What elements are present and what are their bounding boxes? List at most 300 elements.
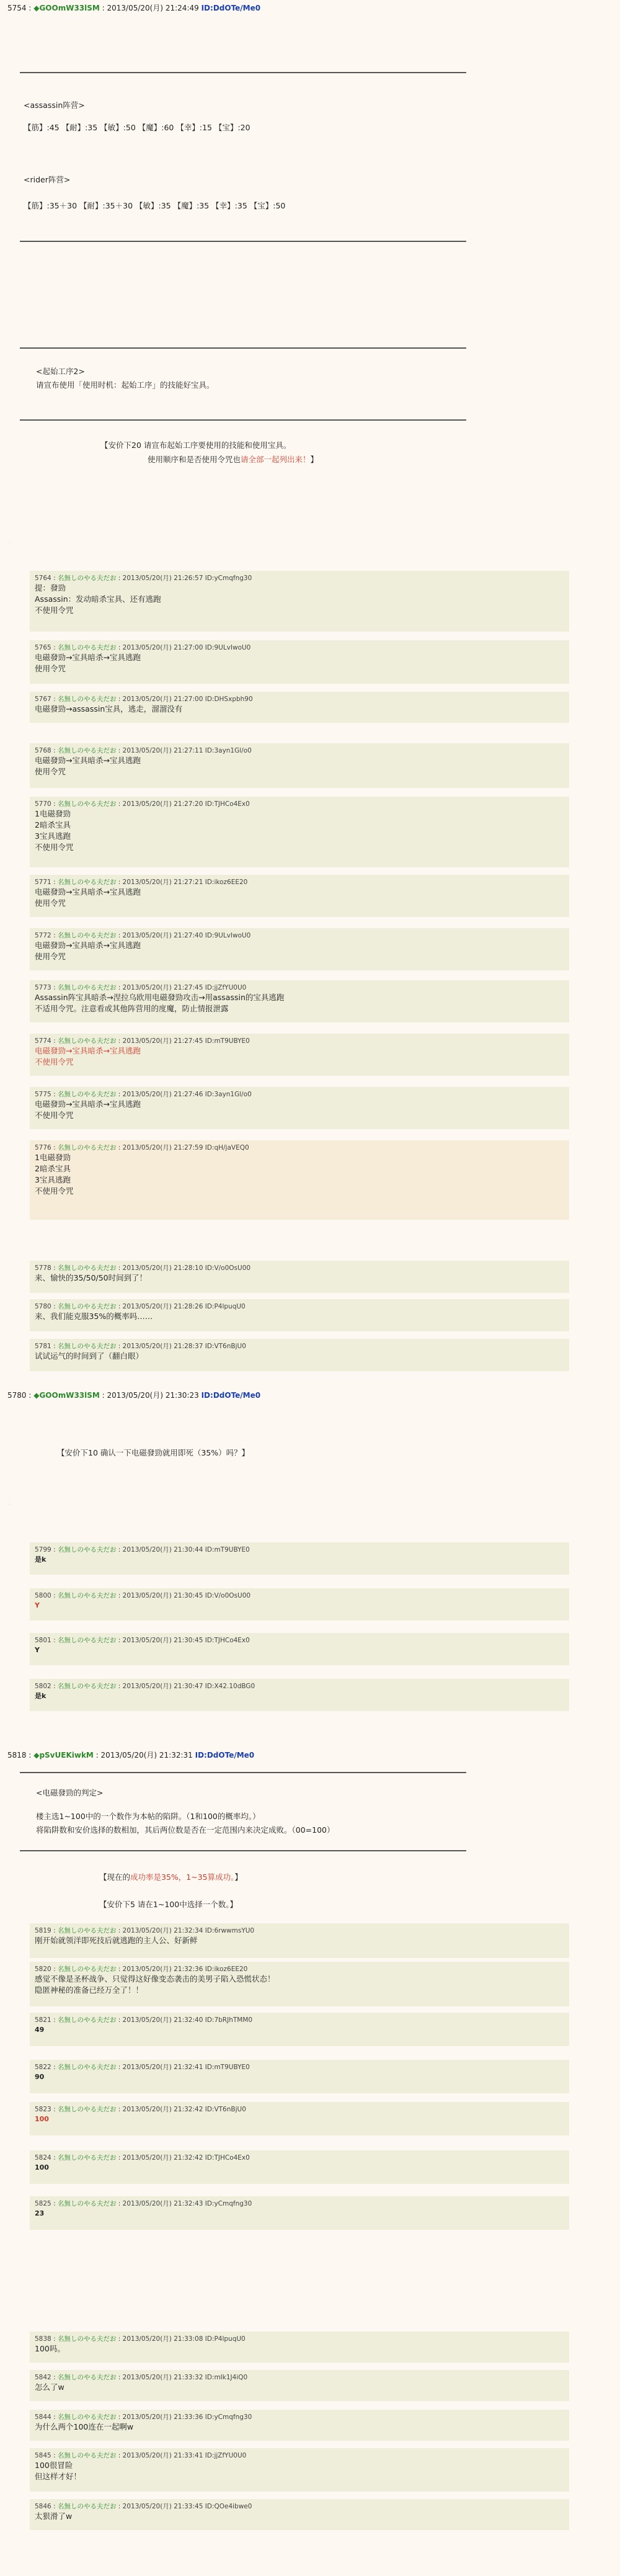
text-fragment: 90 xyxy=(35,2073,45,2081)
text-fragment: ID:3ayn1Gl/o0 xyxy=(205,1091,252,1098)
text-fragment: 成功率是35%，1~35算成功。 xyxy=(130,1872,235,1882)
text-fragment: 不使用令咒 xyxy=(35,1186,74,1196)
reply xyxy=(30,2060,569,2093)
reply-body xyxy=(35,2460,81,2482)
text-fragment: 3宝具逃跑 xyxy=(35,1175,71,1184)
reply-header: 5773 : 名無しのやる夫だお : 2013/05/20(月) 21:27:45 ID:jjZfYU0U0 xyxy=(35,984,247,991)
reply-body xyxy=(35,992,284,1014)
text-fragment: ID:7bRJhTMM0 xyxy=(205,2016,253,2024)
text-fragment: ID:jjZfYU0U0 xyxy=(205,984,247,991)
text-fragment: 2013/05/20(月) 21:27:59 xyxy=(122,1144,203,1152)
text-fragment: 名無しのやる夫だお xyxy=(57,1037,117,1045)
reply xyxy=(30,1633,569,1665)
text-fragment: ID:6rwwmsYU0 xyxy=(205,1927,255,1934)
reply-body xyxy=(35,1152,74,1197)
post-id: ID:DdOTe/Me0 xyxy=(201,1391,261,1400)
text-fragment: 使用顺序和是否使用令咒也 xyxy=(148,455,241,464)
post-number: 5818 xyxy=(7,1751,27,1760)
reply-body xyxy=(35,1272,147,1284)
reply xyxy=(30,980,569,1022)
text-fragment: 名無しのやる夫だお xyxy=(57,2374,117,2381)
confirm-vote: 【安价下10 确认一下电磁發勁就用即死（35%）吗？】 xyxy=(57,1448,250,1457)
text-fragment: 电磁發勁→宝具暗杀→宝具逃跑 xyxy=(35,756,141,765)
text-fragment: 名無しのやる夫だお xyxy=(57,1091,117,1098)
text-fragment: 不使用令咒 xyxy=(35,843,74,852)
judge-title: <电磁發勁的判定> xyxy=(36,1788,104,1797)
text-fragment: ID:mIk1J4iQ0 xyxy=(205,2374,248,2381)
text-fragment: 2013/05/20(月) 21:27:21 xyxy=(122,879,203,886)
reply-body xyxy=(35,808,74,853)
text-fragment: 使用令咒 xyxy=(35,664,66,673)
text-fragment: 1电磁發勁 xyxy=(35,809,71,818)
text-fragment: 名無しのやる夫だお xyxy=(57,1927,117,1934)
text-fragment: 5767 xyxy=(35,695,51,703)
text-fragment: 100 xyxy=(35,2163,49,2171)
judge-rule-1: 楼主选1~100中的一个数作为本帖的陷阱。（1和100的概率均。） xyxy=(36,1812,260,1821)
text-fragment: 5771 xyxy=(35,879,51,886)
post-id: ID:DdOTe/Me0 xyxy=(201,4,261,12)
vote-instruction-2 xyxy=(148,454,318,465)
text-fragment: ID:3ayn1Gl/o0 xyxy=(205,747,252,754)
vote-instruction: 【安价下20 请宣布起始工序要使用的技能和使用宝具。 xyxy=(100,441,291,450)
text-fragment: ID:DHSxpbh90 xyxy=(205,695,253,703)
reply-header: 5820 : 名無しのやる夫だお : 2013/05/20(月) 21:32:36 ID:ikoz6EE20 xyxy=(35,1966,248,1973)
text-fragment: 5776 xyxy=(35,1144,51,1152)
reply-header: 5799 : 名無しのやる夫だお : 2013/05/20(月) 21:30:44 ID:mT9UBYE0 xyxy=(35,1546,250,1554)
text-fragment: 太狠滑了w xyxy=(35,2511,73,2521)
reply-header: 5775 : 名無しのやる夫だお : 2013/05/20(月) 21:27:46 ID:3ayn1Gl/o0 xyxy=(35,1091,252,1098)
text-fragment: 电磁發勁→宝具暗杀→宝具逃跑 xyxy=(35,653,141,662)
text-fragment: 2013/05/20(月) 21:33:36 xyxy=(122,2413,203,2421)
judge-rule-2: 将陷阱数和安价选择的数相加，其后两位数是否在一定范围内来决定成败。（00=100） xyxy=(36,1825,335,1835)
divider xyxy=(20,1772,466,1773)
text-fragment: 2013/05/20(月) 21:27:00 xyxy=(122,695,203,703)
text-fragment: 来、愉快的35/50/50时间到了！ xyxy=(35,1273,148,1282)
post-id: ID:DdOTe/Me0 xyxy=(195,1751,255,1760)
text-fragment: 2暗杀宝具 xyxy=(35,820,71,830)
reply xyxy=(30,571,569,632)
text-fragment: 2013/05/20(月) 21:33:08 xyxy=(122,2335,203,2343)
text-fragment: 5845 xyxy=(35,2452,51,2459)
text-fragment: 2013/05/20(月) 21:28:26 xyxy=(122,1303,203,1310)
reply xyxy=(30,1261,569,1293)
text-fragment: 感觉不像是圣杯战争、只觉得这好像变态袭击的美男子陷入恐慌状态！ xyxy=(35,1974,275,1983)
text-fragment: 2013/05/20(月) 21:32:41 xyxy=(122,2064,203,2071)
reply xyxy=(30,875,569,917)
text-fragment: 但这样才好！ xyxy=(35,2472,82,2481)
reply-header: 5823 : 名無しのやる夫だお : 2013/05/20(月) 21:32:42 ID:VT6nBjU0 xyxy=(35,2106,246,2113)
text-fragment: 名無しのやる夫だお xyxy=(57,747,117,754)
reply-body xyxy=(35,2162,49,2173)
reply-header: 5765 : 名無しのやる夫だお : 2013/05/20(月) 21:27:00 ID:9ULvIwoU0 xyxy=(35,644,251,651)
assassin-title: <assassin阵营> xyxy=(24,101,85,110)
post-date: 2013/05/20(月) 21:30:23 xyxy=(107,1391,199,1400)
text-fragment: 5778 xyxy=(35,1264,51,1272)
reply-header: 5780 : 名無しのやる夫だお : 2013/05/20(月) 21:28:26 ID:P4lpuqU0 xyxy=(35,1303,246,1310)
text-fragment: 名無しのやる夫だお xyxy=(57,2106,117,2113)
text-fragment: 名無しのやる夫だお xyxy=(57,2413,117,2421)
text-fragment: 5799 xyxy=(35,1546,51,1554)
reply-header: 5781 : 名無しのやる夫だお : 2013/05/20(月) 21:28:37 ID:VT6nBjU0 xyxy=(35,1343,246,1350)
poster-trip: ◆GOOmW33lSM xyxy=(33,1391,100,1400)
text-fragment: ID:mT9UBYE0 xyxy=(205,1546,250,1554)
reply-body xyxy=(35,1311,153,1322)
text-fragment: 不使用令咒 xyxy=(35,1111,74,1120)
reply xyxy=(30,1679,569,1711)
text-fragment: Assassin：发动暗杀宝具、还有逃跑 xyxy=(35,594,161,604)
text-fragment: ID:9ULvIwoU0 xyxy=(205,932,251,939)
text-fragment: 49 xyxy=(35,2026,45,2034)
text-fragment: 是k xyxy=(35,1555,46,1563)
reply-body xyxy=(35,704,182,715)
text-fragment: 5765 xyxy=(35,644,51,651)
text-fragment: ID:yCmqfng30 xyxy=(205,575,252,582)
text-fragment: 2013/05/20(月) 21:33:45 xyxy=(122,2503,203,2510)
text-fragment: 电磁發勁→宝具暗杀→宝具逃跑 xyxy=(35,1046,141,1055)
text-fragment: 5822 xyxy=(35,2064,51,2071)
reply xyxy=(30,2013,569,2046)
text-fragment: 电磁發勁→宝具暗杀→宝具逃跑 xyxy=(35,941,141,950)
text-fragment: 5824 xyxy=(35,2154,51,2162)
text-fragment: 名無しのやる夫だお xyxy=(57,2335,117,2343)
reply xyxy=(30,1542,569,1575)
post-date: 2013/05/20(月) 21:32:31 xyxy=(100,1751,193,1760)
text-fragment: 5820 xyxy=(35,1966,51,1973)
text-fragment: 不适用令咒。注意看或其他阵营用的度魔，防止情报泄露 xyxy=(35,1004,229,1013)
text-fragment: ID:ikoz6EE20 xyxy=(205,1966,248,1973)
text-fragment: 5838 xyxy=(35,2335,51,2343)
reply-header: 5825 : 名無しのやる夫だお : 2013/05/20(月) 21:32:43 ID:yCmqfng30 xyxy=(35,2200,252,2207)
text-fragment: Assassin阵宝具暗杀→涅拉乌欧用电磁發勁攻击→用assassin的宝具逃跑 xyxy=(35,993,285,1002)
text-fragment: ID:jjZfYU0U0 xyxy=(205,2452,247,2459)
reply-body xyxy=(35,1645,40,1656)
reply-header: 5774 : 名無しのやる夫だお : 2013/05/20(月) 21:27:45 ID:mT9UBYE0 xyxy=(35,1037,250,1045)
text-fragment: 5842 xyxy=(35,2374,51,2381)
text-fragment: 名無しのやる夫だお xyxy=(57,575,117,582)
text-fragment: 2暗杀宝具 xyxy=(35,1164,71,1173)
text-fragment: 名無しのやる夫だお xyxy=(57,1264,117,1272)
text-fragment: 2013/05/20(月) 21:27:45 xyxy=(122,984,203,991)
reply xyxy=(30,797,569,867)
text-fragment: 2013/05/20(月) 21:27:11 xyxy=(122,747,203,754)
text-fragment: ID:yCmqfng30 xyxy=(205,2413,252,2421)
text-fragment: 使用令咒 xyxy=(35,952,66,961)
reply-body xyxy=(35,887,141,909)
text-fragment: ID:V/o0OsU00 xyxy=(205,1264,251,1272)
post-header: 5818 : ◆pSvUEKiwkM : 2013/05/20(月) 21:32:31 ID:DdOTe/Me0 xyxy=(7,1751,255,1760)
reply xyxy=(30,1034,569,1076)
text-fragment: 100 xyxy=(35,2115,49,2123)
text-fragment: 5802 xyxy=(35,1683,51,1690)
post-number: 5754 xyxy=(7,4,27,12)
post-header: 5780 : ◆GOOmW33lSM : 2013/05/20(月) 21:30:23 ID:DdOTe/Me0 xyxy=(7,1391,261,1400)
text-fragment: 名無しのやる夫だお xyxy=(57,1592,117,1599)
rider-stats: 【筋】:35＋30 【耐】:35＋30 【敏】:35 【魔】:35 【幸】:35 【宝】:50 xyxy=(24,201,286,210)
reply-body xyxy=(35,2024,44,2036)
reply xyxy=(30,1299,569,1331)
reply-header: 5846 : 名無しのやる夫だお : 2013/05/20(月) 21:33:45 ID:QOe4ibwe0 xyxy=(35,2503,252,2510)
text-fragment: ID:mT9UBYE0 xyxy=(205,1037,250,1045)
divider xyxy=(20,1850,466,1851)
reply-body xyxy=(35,755,141,777)
reply-body xyxy=(35,1099,141,1121)
reply xyxy=(30,692,569,723)
reply-header: 5770 : 名無しのやる夫だお : 2013/05/20(月) 21:27:20 ID:TJHCo4Ex0 xyxy=(35,800,250,808)
reply-header: 5767 : 名無しのやる夫だお : 2013/05/20(月) 21:27:00 ID:DHSxpbh90 xyxy=(35,695,253,703)
reply-header: 5800 : 名無しのやる夫だお : 2013/05/20(月) 21:30:45 ID:V/o0OsU00 xyxy=(35,1592,251,1599)
text-fragment: 名無しのやる夫だお xyxy=(57,644,117,651)
reply-body xyxy=(35,652,141,674)
reply-header: 5838 : 名無しのやる夫だお : 2013/05/20(月) 21:33:08 ID:P4lpuqU0 xyxy=(35,2335,246,2343)
text-fragment: 2013/05/20(月) 21:30:44 xyxy=(122,1546,203,1554)
text-fragment: 5768 xyxy=(35,747,51,754)
text-fragment: 名無しのやる夫だお xyxy=(57,695,117,703)
text-fragment: 名無しのやる夫だお xyxy=(57,1303,117,1310)
reply-body xyxy=(35,1974,275,1996)
text-fragment: 试试运气的时间到了（翻白眼） xyxy=(35,1351,144,1361)
text-fragment: 5774 xyxy=(35,1037,51,1045)
text-fragment: 】 xyxy=(310,455,319,464)
reply-header: 5772 : 名無しのやる夫だお : 2013/05/20(月) 21:27:40 ID:9ULvIwoU0 xyxy=(35,932,251,939)
text-fragment: ID:mT9UBYE0 xyxy=(205,2064,250,2071)
reply-body xyxy=(35,1691,46,1702)
text-fragment: 5823 xyxy=(35,2106,51,2113)
text-fragment: Y xyxy=(35,1646,40,1654)
reply-header: 5821 : 名無しのやる夫だお : 2013/05/20(月) 21:32:40 ID:7bRJhTMM0 xyxy=(35,2016,253,2024)
text-fragment: 2013/05/20(月) 21:33:41 xyxy=(122,2452,203,2459)
reply-body xyxy=(35,583,161,616)
text-fragment: ID:TJHCo4Ex0 xyxy=(205,1637,250,1644)
reply xyxy=(30,2102,569,2135)
start-desc: 请宣布使用「使用时机：起始工序」的技能好宝具。 xyxy=(36,380,215,390)
text-fragment: 名無しのやる夫だお xyxy=(57,1343,117,1350)
reply-body xyxy=(35,2114,49,2125)
text-fragment: 1电磁發勁 xyxy=(35,1153,71,1162)
text-fragment: 2013/05/20(月) 21:27:40 xyxy=(122,932,203,939)
text-fragment: 名無しのやる夫だお xyxy=(57,2200,117,2207)
reply-header: 5768 : 名無しのやる夫だお : 2013/05/20(月) 21:27:11 ID:3ayn1Gl/o0 xyxy=(35,747,252,754)
text-fragment: 5775 xyxy=(35,1091,51,1098)
text-fragment: ID:yCmqfng30 xyxy=(205,2200,252,2207)
reply xyxy=(30,1140,569,1220)
text-fragment: ID:V/o0OsU00 xyxy=(205,1592,251,1599)
text-fragment: 5819 xyxy=(35,1927,51,1934)
text-fragment: ID:P4lpuqU0 xyxy=(205,1303,246,1310)
text-fragment: 5770 xyxy=(35,800,51,808)
text-fragment: 不使用令咒 xyxy=(35,606,74,615)
text-fragment: 5825 xyxy=(35,2200,51,2207)
reply xyxy=(30,2448,569,2492)
text-fragment: ID:9ULvIwoU0 xyxy=(205,644,251,651)
text-fragment: 5781 xyxy=(35,1343,51,1350)
assassin-stats: 【筋】:45 【耐】:35 【敏】:50 【魔】:60 【幸】:15 【宝】:20 xyxy=(24,123,250,132)
text-fragment: 名無しのやる夫だお xyxy=(57,1144,117,1152)
text-fragment: 2013/05/20(月) 21:27:46 xyxy=(122,1091,203,1098)
reply xyxy=(30,640,569,684)
reply-body xyxy=(35,1600,40,1611)
text-fragment: ID:QOe4ibwe0 xyxy=(205,2503,252,2510)
reply-body xyxy=(35,2511,72,2522)
reply xyxy=(30,1923,569,1958)
text-fragment: 2013/05/20(月) 21:32:42 xyxy=(122,2154,203,2162)
text-fragment: 2013/05/20(月) 21:28:10 xyxy=(122,1264,203,1272)
text-fragment: 5773 xyxy=(35,984,51,991)
poster-trip: ◆pSvUEKiwkM xyxy=(33,1751,94,1760)
text-fragment: 2013/05/20(月) 21:30:47 xyxy=(122,1683,203,1690)
text-fragment: 2013/05/20(月) 21:32:42 xyxy=(122,2106,203,2113)
divider xyxy=(20,347,466,349)
text-fragment: 2013/05/20(月) 21:30:45 xyxy=(122,1592,203,1599)
reply-header: 5845 : 名無しのやる夫だお : 2013/05/20(月) 21:33:41 ID:jjZfYU0U0 xyxy=(35,2452,247,2459)
post-header: 5754 : ◆GOOmW33lSM : 2013/05/20(月) 21:24:49 ID:DdOTe/Me0 xyxy=(7,4,261,12)
reply-header: 5842 : 名無しのやる夫だお : 2013/05/20(月) 21:33:32 ID:mIk1J4iQ0 xyxy=(35,2374,248,2381)
reply-header: 5822 : 名無しのやる夫だお : 2013/05/20(月) 21:32:41 ID:mT9UBYE0 xyxy=(35,2064,250,2071)
text-fragment: 名無しのやる夫だお xyxy=(57,1637,117,1644)
text-fragment: 名無しのやる夫だお xyxy=(57,2064,117,2071)
text-fragment: 名無しのやる夫だお xyxy=(57,932,117,939)
text-fragment: 2013/05/20(月) 21:32:40 xyxy=(122,2016,203,2024)
text-fragment: 2013/05/20(月) 21:26:57 xyxy=(122,575,203,582)
text-fragment: ID:X42.10dBG0 xyxy=(205,1683,255,1690)
text-fragment: 2013/05/20(月) 21:28:37 xyxy=(122,1343,203,1350)
text-fragment: 5764 xyxy=(35,575,51,582)
reply-header: 5801 : 名無しのやる夫だお : 2013/05/20(月) 21:30:45 ID:TJHCo4Ex0 xyxy=(35,1637,250,1644)
text-fragment: 是k xyxy=(35,1692,46,1700)
text-fragment: ID:TJHCo4Ex0 xyxy=(205,2154,250,2162)
poster-trip: ◆GOOmW33lSM xyxy=(33,4,100,12)
reply xyxy=(30,2499,569,2530)
reply xyxy=(30,2150,569,2184)
reply-header: 5824 : 名無しのやる夫だお : 2013/05/20(月) 21:32:42 ID:TJHCo4Ex0 xyxy=(35,2154,250,2162)
text-fragment: 5772 xyxy=(35,932,51,939)
text-fragment: 23 xyxy=(35,2209,45,2217)
text-fragment: 2013/05/20(月) 21:27:45 xyxy=(122,1037,203,1045)
reply-header: 5844 : 名無しのやる夫だお : 2013/05/20(月) 21:33:36 ID:yCmqfng30 xyxy=(35,2413,252,2421)
separator-dot: · xyxy=(9,540,11,547)
reply xyxy=(30,1588,569,1621)
reply-header: 5771 : 名無しのやる夫だお : 2013/05/20(月) 21:27:21 ID:ikoz6EE20 xyxy=(35,879,248,886)
text-fragment: Y xyxy=(35,1601,40,1609)
vote-number: 【安价下5 请在1~100中选择一个数。】 xyxy=(99,1900,237,1909)
text-fragment: 2013/05/20(月) 21:27:20 xyxy=(122,800,203,808)
reply-header: 5802 : 名無しのやる夫だお : 2013/05/20(月) 21:30:47 ID:X42.10dBG0 xyxy=(35,1683,255,1690)
text-fragment: 3宝具逃跑 xyxy=(35,831,71,841)
text-fragment: 名無しのやる夫だお xyxy=(57,1546,117,1554)
text-fragment: 5846 xyxy=(35,2503,51,2510)
reply xyxy=(30,1339,569,1371)
text-fragment: 5821 xyxy=(35,2016,51,2024)
text-fragment: 2013/05/20(月) 21:33:32 xyxy=(122,2374,203,2381)
reply-header: 5819 : 名無しのやる夫だお : 2013/05/20(月) 21:32:34 ID:6rwwmsYU0 xyxy=(35,1927,255,1934)
reply-body xyxy=(35,1351,143,1362)
reply-body xyxy=(35,1554,46,1565)
text-fragment: 名無しのやる夫だお xyxy=(57,2503,117,2510)
text-fragment: 5801 xyxy=(35,1637,51,1644)
text-fragment: 请全部一起列出来！ xyxy=(241,455,311,464)
text-fragment: 使用令咒 xyxy=(35,767,66,776)
divider xyxy=(20,419,466,421)
text-fragment: ID:ikoz6EE20 xyxy=(205,879,248,886)
text-fragment: 电磁發勁→宝具暗杀→宝具逃跑 xyxy=(35,1099,141,1109)
reply xyxy=(30,2332,569,2363)
reply xyxy=(30,2410,569,2441)
text-fragment: 【现在的 xyxy=(99,1872,131,1882)
text-fragment: 来、我们能克服35%的概率吗…… xyxy=(35,1312,153,1321)
reply-header: 5764 : 名無しのやる夫だお : 2013/05/20(月) 21:26:57 ID:yCmqfng30 xyxy=(35,575,252,582)
start-title: <起始工序2> xyxy=(36,367,85,376)
text-fragment: 名無しのやる夫だお xyxy=(57,800,117,808)
text-fragment: 使用令咒 xyxy=(35,898,66,908)
text-fragment: 100很冒险 xyxy=(35,2461,73,2470)
text-fragment: 2013/05/20(月) 21:32:36 xyxy=(122,1966,203,1973)
text-fragment: 2013/05/20(月) 21:32:43 xyxy=(122,2200,203,2207)
text-fragment: 5780 xyxy=(35,1303,51,1310)
text-fragment: 刚开始就领洋即死技后就逃跑的主人公、好新鲜 xyxy=(35,1936,198,1945)
text-fragment: 名無しのやる夫だお xyxy=(57,2154,117,2162)
reply xyxy=(30,1962,569,2006)
text-fragment: ID:P4lpuqU0 xyxy=(205,2335,246,2343)
post-number: 5780 xyxy=(7,1391,27,1400)
text-fragment: ID:VT6nBjU0 xyxy=(205,2106,246,2113)
rider-title: <rider阵营> xyxy=(24,175,71,184)
reply-body xyxy=(35,2422,133,2433)
text-fragment: 100吗。 xyxy=(35,2344,65,2353)
text-fragment: 2013/05/20(月) 21:30:45 xyxy=(122,1637,203,1644)
text-fragment: 名無しのやる夫だお xyxy=(57,2016,117,2024)
reply-body xyxy=(35,1045,141,1068)
text-fragment: ID:TJHCo4Ex0 xyxy=(205,800,250,808)
reply-body xyxy=(35,940,141,962)
reply xyxy=(30,2196,569,2230)
text-fragment: 名無しのやる夫だお xyxy=(57,879,117,886)
reply-body xyxy=(35,1935,198,1946)
text-fragment: 2013/05/20(月) 21:27:00 xyxy=(122,644,203,651)
text-fragment: 怎么了w xyxy=(35,2382,64,2392)
text-fragment: 名無しのやる夫だお xyxy=(57,1966,117,1973)
reply xyxy=(30,928,569,970)
divider xyxy=(20,241,466,242)
reply-header: 5776 : 名無しのやる夫だお : 2013/05/20(月) 21:27:59 ID:qH/jaVEQ0 xyxy=(35,1144,249,1152)
text-fragment: 2013/05/20(月) 21:32:34 xyxy=(122,1927,203,1934)
text-fragment: 电磁發勁→宝具暗杀→宝具逃跑 xyxy=(35,887,141,897)
divider xyxy=(20,72,466,73)
reply-body xyxy=(35,2072,44,2083)
reply-header: 5778 : 名無しのやる夫だお : 2013/05/20(月) 21:28:10 ID:V/o0OsU00 xyxy=(35,1264,251,1272)
text-fragment: 5800 xyxy=(35,1592,51,1599)
success-rate xyxy=(99,1871,242,1883)
text-fragment: 】 xyxy=(234,1872,242,1882)
reply-body xyxy=(35,2208,44,2219)
text-fragment: 5844 xyxy=(35,2413,51,2421)
reply xyxy=(30,1087,569,1129)
post-date: 2013/05/20(月) 21:24:49 xyxy=(107,4,199,12)
text-fragment: 隐匿神秘的准备已经万全了！！ xyxy=(35,1985,144,1995)
text-fragment: ID:VT6nBjU0 xyxy=(205,1343,246,1350)
separator-dot: · xyxy=(9,1501,11,1508)
text-fragment: 电磁發勁→assassin宝具，逃走，溜溜没有 xyxy=(35,704,183,713)
text-fragment: 为什么两个100连在一起啊w xyxy=(35,2422,134,2431)
text-fragment: 名無しのやる夫だお xyxy=(57,984,117,991)
text-fragment: ID:qH/jaVEQ0 xyxy=(205,1144,249,1152)
reply xyxy=(30,743,569,788)
reply-body xyxy=(35,2343,65,2355)
text-fragment: 提：發勁 xyxy=(35,583,66,593)
reply xyxy=(30,2370,569,2401)
text-fragment: 不使用令咒 xyxy=(35,1057,74,1067)
text-fragment: 名無しのやる夫だお xyxy=(57,1683,117,1690)
reply-body xyxy=(35,2382,64,2393)
text-fragment: 名無しのやる夫だお xyxy=(57,2452,117,2459)
